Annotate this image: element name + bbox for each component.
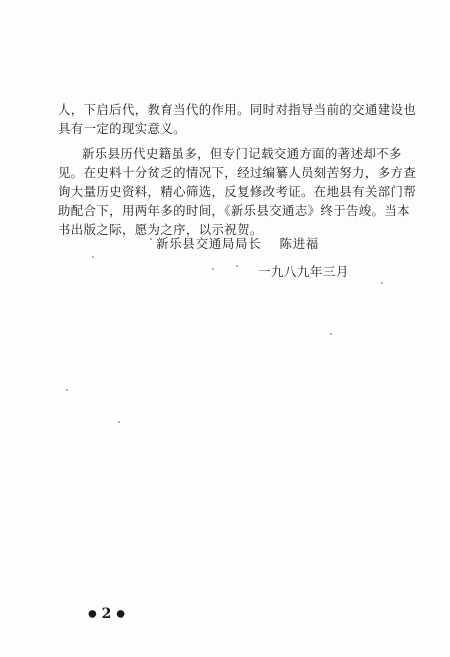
scan-speck	[236, 265, 238, 267]
page-number-value: 2	[101, 606, 112, 622]
text-line-4: 见。在史料十分贫乏的情况下，经过编纂人员刻苦努力，多方查	[58, 165, 417, 180]
page-dot-right-icon: ●	[116, 608, 125, 620]
page-dot-left-icon: ●	[88, 608, 97, 620]
text-line-1: 人，下启后代，教育当代的作用。同时对指导当前的交通建设也	[58, 102, 417, 117]
signature-name: 陈进福	[279, 236, 320, 251]
scan-speck	[212, 268, 214, 270]
scan-speck	[150, 238, 152, 240]
scan-speck	[381, 282, 383, 284]
text-line-5: 询大量历史资料，精心筛选，反复修改考证。在地县有关部门帮	[58, 184, 417, 199]
text-line-2: 具有一定的现实意义。	[58, 121, 186, 136]
signature-date: 一九八九年三月	[258, 264, 349, 279]
text-line-7: 书出版之际，愿为之序，以示祝贺。	[58, 222, 263, 237]
scan-speck	[118, 421, 120, 423]
paragraph-first-line: 新乐县历代史籍虽多，但专门记载交通方面的著述却不多	[82, 146, 402, 161]
scan-speck	[66, 389, 68, 391]
scan-speck	[330, 333, 332, 335]
signature-block	[156, 234, 319, 252]
page-number	[88, 606, 125, 622]
signature-title: 新乐县交通局局长	[156, 236, 262, 251]
scan-speck	[92, 256, 94, 258]
text-line-6: 助配合下，用两年多的时间，《新乐县交通志》终于告竣。当本	[58, 203, 410, 218]
